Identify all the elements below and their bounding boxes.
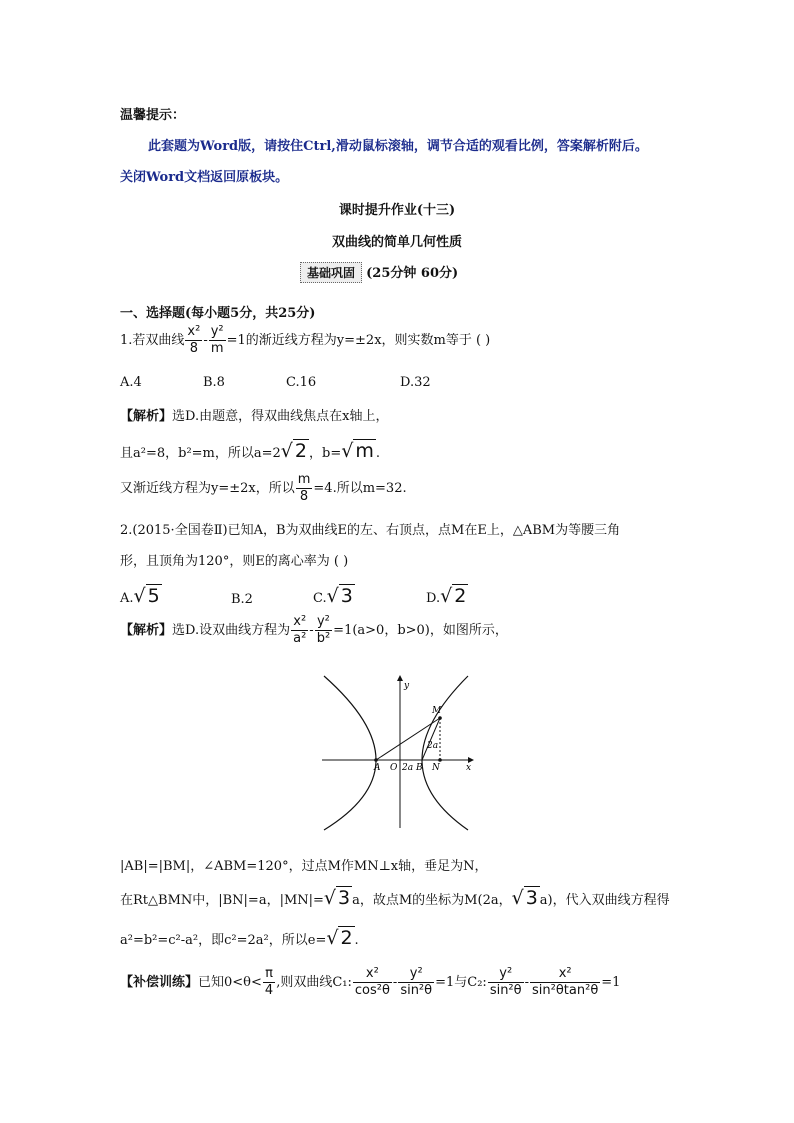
text: =1(a>0，b>0)，如图所示， xyxy=(333,623,508,638)
sqrt: √ 2 xyxy=(326,927,353,949)
tip-line-2: 关闭Word文档返回原板块。 xyxy=(120,170,289,185)
frac-den: b² xyxy=(316,631,331,646)
minus: - xyxy=(392,975,398,990)
badge-basic: 基础巩固 xyxy=(300,262,362,283)
q1-solution-line2 xyxy=(120,440,380,462)
frac-c2-2 xyxy=(530,966,600,999)
point-n xyxy=(438,758,442,762)
page-title: 课时提升作业(十三) xyxy=(338,203,456,218)
q2-solution-line2: |AB|=|BM|，∠ABM=120°，过点M作MN⊥x轴，垂足为N， xyxy=(120,859,488,874)
text: A. xyxy=(120,591,134,606)
radicand: 5 xyxy=(147,585,160,607)
text: =1与C₂: xyxy=(435,975,487,990)
sqrt: √ 5 xyxy=(133,585,160,607)
solution-tag: 【解析】 xyxy=(120,409,173,424)
y-axis-arrow xyxy=(397,675,403,681)
frac-den: 4 xyxy=(264,983,274,998)
text: a²=b²=c²-a²，即c²=2a²，所以e= xyxy=(120,933,327,948)
hyperbola-figure xyxy=(318,672,478,832)
text: C. xyxy=(313,591,327,606)
text: 已知0<θ< xyxy=(198,975,262,990)
tip-title: 温馨提示： xyxy=(120,108,186,123)
tip-line-1: 此套题为Word版，请按住Ctrl,滑动鼠标滚轴，调节合适的观看比例，答案解析附后。 xyxy=(148,139,648,154)
q1-frac-y xyxy=(209,324,226,357)
frac-den: m xyxy=(210,341,224,356)
radicand: 3 xyxy=(338,887,351,909)
frac-num: y² xyxy=(488,966,524,983)
frac-den: sin²θ xyxy=(489,983,522,998)
text: =4.所以m=32. xyxy=(313,481,407,496)
q1-stem xyxy=(120,324,490,357)
q1-opt-b: B.8 xyxy=(203,375,225,390)
text: ，b= xyxy=(309,446,342,461)
supp-tag: 【补偿训练】 xyxy=(120,975,199,990)
q1-solution-line3 xyxy=(120,472,407,505)
radicand: m xyxy=(355,440,374,462)
text: 选D.设双曲线方程为 xyxy=(172,623,291,638)
segment-am xyxy=(376,718,440,760)
q2-solution-line3 xyxy=(120,887,670,909)
supp-training xyxy=(120,966,620,999)
q1-opt-a: A.4 xyxy=(120,375,142,390)
page-subtitle: 双曲线的简单几何性质 xyxy=(331,235,462,250)
frac-num: y² xyxy=(210,324,224,339)
frac-num: m xyxy=(297,472,311,487)
frac-x2-a2 xyxy=(291,614,308,647)
text: D. xyxy=(426,591,441,606)
frac-den: sin²θtan²θ xyxy=(532,983,599,998)
left-branch xyxy=(324,676,376,830)
minus: - xyxy=(524,975,530,990)
sqrt: √ m xyxy=(341,440,374,462)
frac-num: π xyxy=(263,966,275,983)
q2-opt-c xyxy=(313,585,355,607)
q2-stem-line2: 形，且顶角为120°，则E的离心率为 ( ) xyxy=(120,554,349,569)
frac-num: x² xyxy=(353,966,392,983)
q1-opt-c: C.16 xyxy=(286,375,317,390)
sqrt: √ 3 xyxy=(511,887,538,909)
frac-den: 8 xyxy=(189,341,198,356)
q2-opt-d xyxy=(426,585,468,607)
sqrt: √ 3 xyxy=(326,585,353,607)
radicand: 2 xyxy=(294,440,307,462)
radicand: 3 xyxy=(340,585,353,607)
frac-num: x² xyxy=(530,966,600,983)
label-a: A xyxy=(374,763,381,773)
q1-frac-x xyxy=(185,324,202,357)
q1-solution-line1 xyxy=(120,405,388,424)
right-branch xyxy=(422,676,468,830)
frac-y2-b2 xyxy=(315,614,332,647)
point-a xyxy=(374,758,378,762)
time-score: (25分钟 60分) xyxy=(366,266,459,281)
radicand: 2 xyxy=(340,927,353,949)
solution-tag: 【解析】 xyxy=(120,623,173,638)
q1-prefix: 1.若双曲线 xyxy=(120,333,185,348)
frac-num: x² xyxy=(291,614,308,631)
text: =1 xyxy=(601,975,621,990)
frac-den: 8 xyxy=(299,489,309,504)
label-m: M xyxy=(432,706,442,716)
q2-stem-line1: 2.(2015·全国卷Ⅱ)已知A，B为双曲线E的左、右顶点，点M在E上，△ABM为等腰三角 xyxy=(120,523,621,538)
label-n: N xyxy=(432,763,440,773)
text: a，故点M的坐标为M(2a， xyxy=(352,893,512,908)
section-banner xyxy=(300,262,458,283)
point-m xyxy=(438,716,442,720)
q1-suffix: =1的渐近线方程为y=±2x，则实数m等于 ( ) xyxy=(226,333,491,348)
minus: - xyxy=(203,333,208,348)
text: 且a²=8，b²=m，所以a=2 xyxy=(120,446,281,461)
q2-opt-b: B.2 xyxy=(231,592,253,607)
frac-den: a² xyxy=(293,631,307,646)
frac-num: y² xyxy=(398,966,434,983)
frac-num: y² xyxy=(315,614,332,631)
label-y: y xyxy=(404,681,410,691)
q2-opt-a xyxy=(120,585,162,607)
frac-c2-1 xyxy=(488,966,524,999)
sqrt: √ 2 xyxy=(280,440,307,462)
frac-num: x² xyxy=(187,324,201,339)
q2-solution-line1 xyxy=(120,614,508,647)
frac-den: sin²θ xyxy=(400,983,433,998)
text: . xyxy=(354,933,359,948)
text: 又渐近线方程为y=±2x，所以 xyxy=(120,481,295,496)
q2-solution-line4 xyxy=(120,927,359,949)
frac-den: cos²θ xyxy=(354,983,390,998)
q1-opt-d: D.32 xyxy=(400,375,431,390)
sqrt: √ 3 xyxy=(323,887,351,909)
frac-m-8 xyxy=(296,472,313,505)
solution-text: 选D.由题意，得双曲线焦点在x轴上， xyxy=(172,409,389,424)
frac-pi-4 xyxy=(263,966,275,999)
label-x: x xyxy=(466,763,472,773)
sqrt: √ 2 xyxy=(440,585,467,607)
text: ,则双曲线C₁: xyxy=(276,975,352,990)
minus: - xyxy=(309,623,314,638)
section-heading: 一、选择题(每小题5分，共25分) xyxy=(120,306,316,321)
label-2a-b: 2a B xyxy=(402,763,423,773)
text: a)，代入双曲线方程得 xyxy=(539,893,670,908)
radicand: 2 xyxy=(454,585,467,607)
radicand: 3 xyxy=(525,887,538,909)
label-2a: 2a xyxy=(427,741,439,751)
text: . xyxy=(375,446,380,461)
text: 在Rt△BMN中，|BN|=a，|MN|= xyxy=(120,893,324,908)
frac-c1-2 xyxy=(398,966,434,999)
frac-c1-1 xyxy=(353,966,392,999)
label-o: O xyxy=(390,763,398,773)
